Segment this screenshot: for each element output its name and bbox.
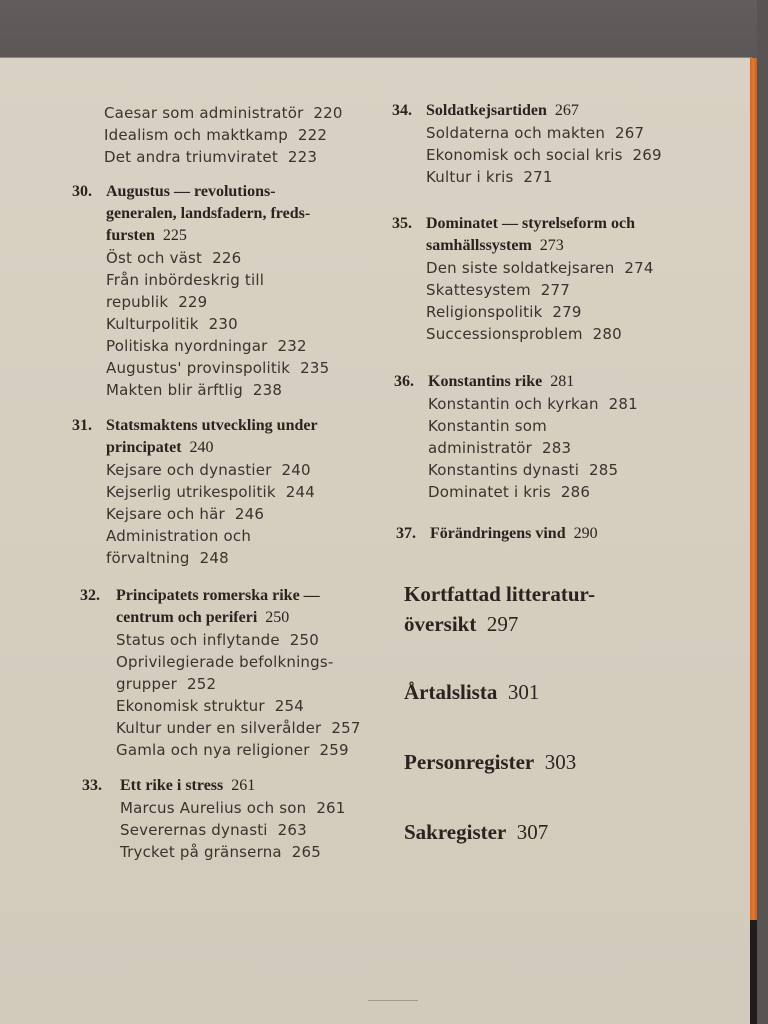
subitem-page: 269 [632, 146, 662, 164]
subitem-text: grupper [116, 675, 178, 693]
toc-subitem [426, 166, 697, 188]
chapter-page: 290 [573, 525, 598, 542]
toc-subitem [106, 379, 377, 401]
toc-subitem [426, 301, 697, 323]
subitem-text: Politiska nyordningar [106, 337, 268, 355]
toc-subitem [106, 357, 377, 379]
chapter-number: 37. [396, 525, 416, 542]
chapter-number: 31. [72, 417, 92, 434]
toc-subitem [428, 459, 697, 481]
toc-subitem [106, 503, 377, 525]
toc-subitem [116, 629, 377, 651]
toc-chapter-30 [72, 181, 377, 401]
subitem-text: Ekonomisk och social kris [426, 146, 623, 164]
toc-back-matter-timeline [392, 677, 697, 707]
toc-subitem [428, 415, 697, 459]
chapter-title-line: generalen, landsfadern, freds- [106, 205, 311, 222]
subitem-text: Konstantins dynasti [428, 461, 580, 479]
subitem-text: Det andra triumviratet [104, 148, 278, 166]
back-matter-page: 307 [516, 820, 549, 844]
chapter-title-line: Dominatet — styrelseform och [426, 215, 635, 232]
toc-chapter-34 [392, 100, 697, 188]
subitem-page: 261 [316, 799, 346, 817]
back-matter-page: 297 [486, 612, 519, 636]
subitem-text: Kejsare och dynastier [106, 461, 272, 479]
subitem-text: Caesar som administratör [104, 104, 304, 122]
toc-subitem [106, 247, 377, 269]
subitem-page: 220 [313, 104, 343, 122]
subitem-text: administratör [428, 439, 533, 457]
toc-subitem [106, 269, 377, 313]
toc-subitem [72, 146, 377, 168]
subitem-text: Administration och [106, 527, 252, 545]
chapter-title-line: Principatets romerska rike — [116, 587, 320, 604]
chapter-page: 240 [189, 439, 214, 456]
toc-subitem [106, 459, 377, 481]
chapter-title-line: Ett rike i stress [120, 777, 224, 794]
subitem-text: Kejserlig utrikespolitik [106, 483, 276, 501]
chapter-title [426, 100, 697, 122]
chapter-title [116, 585, 377, 629]
subitem-text: Konstantin som [428, 417, 547, 435]
chapter-number: 36. [394, 373, 414, 390]
toc-left-column [72, 102, 377, 863]
chapter-number: 32. [80, 587, 100, 604]
subitem-text: Gamla och nya religioner [116, 741, 310, 759]
toc-subitem [120, 797, 377, 819]
toc-chapter-33 [72, 775, 377, 863]
chapter-title [430, 523, 697, 545]
subitem-text: förvaltning [106, 549, 190, 567]
chapter-number: 34. [392, 102, 412, 119]
subitem-page: 285 [589, 461, 619, 479]
subitem-text: Kejsare och här [106, 505, 225, 523]
chapter-title [106, 181, 377, 247]
toc-subitem [72, 102, 377, 124]
subitem-text: Ekonomisk struktur [116, 697, 265, 715]
back-matter-title-line: översikt [404, 612, 477, 636]
toc-chapter-32 [72, 585, 377, 761]
chapter-page: 273 [539, 237, 564, 254]
toc-subitem [426, 257, 697, 279]
subitem-text: Idealism och maktkamp [104, 126, 288, 144]
chapter-title-line: Augustus — revolutions- [106, 183, 276, 200]
page-mark [368, 1000, 418, 1001]
toc-subitem [106, 335, 377, 357]
toc-subitem [116, 695, 377, 717]
subitem-page: 235 [300, 359, 330, 377]
toc-chapter-37 [392, 523, 697, 545]
toc-back-matter-literature [392, 579, 697, 639]
subitem-page: 281 [608, 395, 638, 413]
subitem-text: Successionsproblem [426, 325, 583, 343]
subitem-page: 250 [289, 631, 319, 649]
chapter-title-line: fursten [106, 227, 155, 244]
back-matter-page: 301 [507, 680, 540, 704]
subitem-page: 223 [287, 148, 318, 166]
book-cover-edge [750, 58, 757, 920]
subitem-page: 280 [592, 325, 622, 343]
toc-subitem [426, 144, 697, 166]
toc-subitem [428, 393, 697, 415]
toc-back-matter-subject-index [392, 817, 697, 847]
subitem-page: 279 [552, 303, 582, 321]
chapter-title-line: Förändringens vind [430, 525, 566, 542]
subitem-page: 271 [523, 168, 553, 186]
subitem-page: 257 [331, 719, 361, 737]
subitem-page: 277 [540, 281, 570, 299]
toc-back-matter-person-index [392, 747, 697, 777]
back-matter-title-line: Kortfattad litteratur- [404, 582, 596, 606]
subitem-page: 283 [542, 439, 572, 457]
chapter-title [428, 371, 697, 393]
subitem-text: republik [106, 293, 169, 311]
subitem-page: 232 [277, 337, 307, 355]
subitem-text: Den siste soldatkejsaren [426, 259, 615, 277]
toc-subitem [426, 323, 697, 345]
subitem-text: Status och inflytande [116, 631, 280, 649]
back-matter-page: 303 [544, 750, 577, 774]
subitem-text: Kulturpolitik [106, 315, 199, 333]
subitem-page: 226 [212, 249, 242, 267]
book-cover-edge-dark [750, 920, 757, 1024]
chapter-number: 35. [392, 215, 412, 232]
continued-subitems [72, 102, 377, 168]
subitem-text: Religionspolitik [426, 303, 543, 321]
subitem-page: 286 [560, 483, 591, 501]
subitem-text: Från inbördeskrig till [106, 271, 265, 289]
subitem-text: Öst och väst [106, 249, 203, 267]
subitem-text: Kultur under en silverålder [116, 719, 322, 737]
toc-subitem [428, 481, 697, 503]
toc-subitem [426, 279, 697, 301]
subitem-text: Soldaterna och makten [426, 124, 606, 142]
subitem-text: Konstantin och kyrkan [428, 395, 599, 413]
subitem-text: Makten blir ärftlig [106, 381, 243, 399]
chapter-title-line: centrum och periferi [116, 609, 258, 626]
toc-chapter-35 [392, 213, 697, 345]
chapter-title-line: Konstantins rike [428, 373, 543, 390]
subitem-text: Augustus' provinspolitik [106, 359, 291, 377]
subitem-text: Marcus Aurelius och son [120, 799, 307, 817]
subitem-page: 254 [274, 697, 304, 715]
chapter-number: 30. [72, 183, 92, 200]
chapter-page: 281 [550, 373, 575, 390]
chapter-title [426, 213, 697, 257]
chapter-title [120, 775, 377, 797]
subitem-text: Skattesystem [426, 281, 531, 299]
subitem-page: 252 [186, 675, 217, 693]
subitem-page: 267 [615, 124, 645, 142]
toc-right-column [392, 100, 697, 847]
chapter-page: 267 [554, 102, 579, 119]
toc-subitem [116, 651, 377, 695]
chapter-page: 261 [231, 777, 256, 794]
chapter-number: 33. [82, 777, 102, 794]
subitem-page: 246 [234, 505, 265, 523]
subitem-text: Dominatet i kris [428, 483, 551, 501]
toc-subitem [72, 124, 377, 146]
subitem-page: 238 [252, 381, 283, 399]
chapter-title-line: Soldatkejsartiden [426, 102, 547, 119]
toc-subitem [106, 525, 377, 569]
subitem-page: 244 [285, 483, 315, 501]
chapter-title [106, 415, 377, 459]
subitem-page: 230 [208, 315, 238, 333]
toc-subitem [116, 717, 377, 739]
back-matter-title: Sakregister [404, 820, 507, 844]
subitem-page: 248 [199, 549, 229, 567]
subitem-page: 265 [291, 843, 321, 861]
chapter-title-line: principatet [106, 439, 182, 456]
toc-subitem [426, 122, 697, 144]
subitem-text: Trycket på gränserna [120, 843, 282, 861]
subitem-page: 240 [281, 461, 311, 479]
chapter-title-line: Statsmaktens utveckling under [106, 417, 318, 434]
toc-subitem [106, 481, 377, 503]
toc-subitem [106, 313, 377, 335]
chapter-title-line: samhällssystem [426, 237, 532, 254]
toc-subitem [120, 841, 377, 863]
toc-subitem [120, 819, 377, 841]
toc-chapter-36 [392, 371, 697, 503]
subitem-page: 263 [277, 821, 307, 839]
chapter-page: 225 [162, 227, 187, 244]
subitem-text: Kultur i kris [426, 168, 514, 186]
toc-subitem [116, 739, 377, 761]
back-matter-title: Personregister [404, 750, 535, 774]
background-surface-right [757, 0, 768, 1024]
subitem-page: 274 [624, 259, 654, 277]
toc-chapter-31 [72, 415, 377, 569]
subitem-text: Severernas dynasti [120, 821, 268, 839]
back-matter-title: Årtalslista [404, 680, 498, 704]
subitem-page: 229 [178, 293, 208, 311]
background-surface [0, 0, 768, 60]
chapter-page: 250 [265, 609, 290, 626]
subitem-page: 259 [319, 741, 349, 759]
subitem-page: 222 [297, 126, 328, 144]
subitem-text: Oprivilegierade befolknings- [116, 653, 334, 671]
